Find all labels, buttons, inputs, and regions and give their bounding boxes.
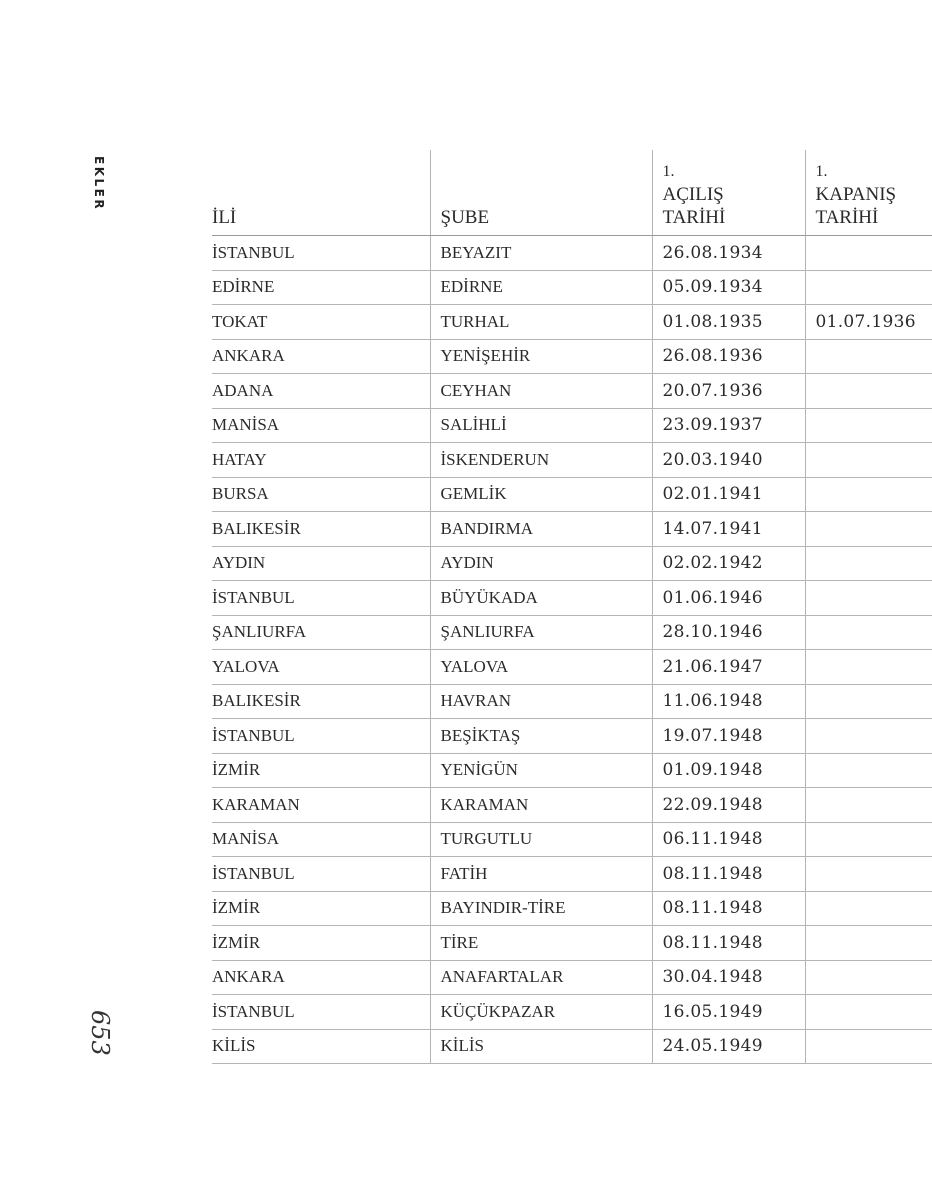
table-row xyxy=(212,408,932,443)
cell-sube: BAYINDIR-TİRE xyxy=(430,891,652,926)
cell-acilis-tarihi: 28.10.1946 xyxy=(652,615,805,650)
cell-acilis-tarihi: 01.06.1946 xyxy=(652,581,805,616)
cell-kapanis-tarihi xyxy=(805,857,932,892)
cell-acilis-tarihi: 06.11.1948 xyxy=(652,822,805,857)
cell-kapanis-tarihi xyxy=(805,615,932,650)
table-row xyxy=(212,270,932,305)
cell-il: BURSA xyxy=(212,477,430,512)
table-row xyxy=(212,857,932,892)
cell-il: MANİSA xyxy=(212,408,430,443)
cell-acilis-tarihi: 11.06.1948 xyxy=(652,684,805,719)
branch-table xyxy=(212,150,932,1064)
cell-kapanis-tarihi xyxy=(805,788,932,823)
cell-kapanis-tarihi xyxy=(805,512,932,547)
cell-sube: FATİH xyxy=(430,857,652,892)
header-kapanis-tarihi: 1. KAPANIŞ TARİHİ xyxy=(805,150,932,236)
table-row xyxy=(212,684,932,719)
table-row xyxy=(212,650,932,685)
cell-sube: KARAMAN xyxy=(430,788,652,823)
table-row xyxy=(212,753,932,788)
cell-sube: İSKENDERUN xyxy=(430,443,652,478)
cell-kapanis-tarihi xyxy=(805,891,932,926)
cell-acilis-tarihi: 22.09.1948 xyxy=(652,788,805,823)
cell-kapanis-tarihi xyxy=(805,477,932,512)
table-row xyxy=(212,719,932,754)
header-il: İLİ xyxy=(212,150,430,236)
cell-sube: CEYHAN xyxy=(430,374,652,409)
table-row xyxy=(212,236,932,271)
cell-kapanis-tarihi xyxy=(805,546,932,581)
table-row xyxy=(212,926,932,961)
cell-acilis-tarihi: 26.08.1934 xyxy=(652,236,805,271)
table-row xyxy=(212,615,932,650)
cell-sube: EDİRNE xyxy=(430,270,652,305)
cell-acilis-tarihi: 20.07.1936 xyxy=(652,374,805,409)
cell-il: İZMİR xyxy=(212,891,430,926)
cell-kapanis-tarihi xyxy=(805,650,932,685)
cell-sube: KÜÇÜKPAZAR xyxy=(430,995,652,1030)
table-body xyxy=(212,236,932,1064)
cell-il: ANKARA xyxy=(212,960,430,995)
cell-il: İSTANBUL xyxy=(212,236,430,271)
cell-kapanis-tarihi: 01.07.1936 xyxy=(805,305,932,340)
cell-il: AYDIN xyxy=(212,546,430,581)
cell-acilis-tarihi: 05.09.1934 xyxy=(652,270,805,305)
cell-kapanis-tarihi xyxy=(805,270,932,305)
cell-il: BALIKESİR xyxy=(212,512,430,547)
cell-il: İZMİR xyxy=(212,753,430,788)
cell-il: İSTANBUL xyxy=(212,857,430,892)
cell-sube: KİLİS xyxy=(430,1029,652,1064)
cell-sube: BEŞİKTAŞ xyxy=(430,719,652,754)
cell-kapanis-tarihi xyxy=(805,408,932,443)
cell-acilis-tarihi: 08.11.1948 xyxy=(652,926,805,961)
cell-il: ADANA xyxy=(212,374,430,409)
cell-sube: BEYAZIT xyxy=(430,236,652,271)
cell-il: EDİRNE xyxy=(212,270,430,305)
cell-kapanis-tarihi xyxy=(805,374,932,409)
section-label: EKLER xyxy=(92,156,106,212)
table-row xyxy=(212,822,932,857)
cell-il: BALIKESİR xyxy=(212,684,430,719)
cell-kapanis-tarihi xyxy=(805,719,932,754)
cell-acilis-tarihi: 26.08.1936 xyxy=(652,339,805,374)
cell-kapanis-tarihi xyxy=(805,1029,932,1064)
cell-kapanis-tarihi xyxy=(805,339,932,374)
cell-sube: HAVRAN xyxy=(430,684,652,719)
page-number: 653 xyxy=(86,1010,114,1056)
cell-sube: ŞANLIURFA xyxy=(430,615,652,650)
cell-sube: YALOVA xyxy=(430,650,652,685)
cell-sube: TİRE xyxy=(430,926,652,961)
cell-il: TOKAT xyxy=(212,305,430,340)
table-row xyxy=(212,305,932,340)
header-sube: ŞUBE xyxy=(430,150,652,236)
cell-kapanis-tarihi xyxy=(805,236,932,271)
cell-il: MANİSA xyxy=(212,822,430,857)
cell-acilis-tarihi: 08.11.1948 xyxy=(652,857,805,892)
cell-sube: BÜYÜKADA xyxy=(430,581,652,616)
cell-acilis-tarihi: 16.05.1949 xyxy=(652,995,805,1030)
table-row xyxy=(212,581,932,616)
cell-kapanis-tarihi xyxy=(805,822,932,857)
cell-il: KİLİS xyxy=(212,1029,430,1064)
cell-acilis-tarihi: 01.08.1935 xyxy=(652,305,805,340)
cell-acilis-tarihi: 30.04.1948 xyxy=(652,960,805,995)
table-row xyxy=(212,512,932,547)
cell-il: ŞANLIURFA xyxy=(212,615,430,650)
table-row xyxy=(212,339,932,374)
table-row xyxy=(212,788,932,823)
cell-kapanis-tarihi xyxy=(805,995,932,1030)
table-row xyxy=(212,1029,932,1064)
table-header-row xyxy=(212,150,932,236)
cell-sube: BANDIRMA xyxy=(430,512,652,547)
cell-sube: TURHAL xyxy=(430,305,652,340)
table-row xyxy=(212,443,932,478)
cell-il: HATAY xyxy=(212,443,430,478)
cell-il: İSTANBUL xyxy=(212,995,430,1030)
table-row xyxy=(212,960,932,995)
table-row xyxy=(212,891,932,926)
branch-table-container xyxy=(212,150,916,1057)
cell-sube: TURGUTLU xyxy=(430,822,652,857)
cell-acilis-tarihi: 14.07.1941 xyxy=(652,512,805,547)
cell-acilis-tarihi: 21.06.1947 xyxy=(652,650,805,685)
cell-kapanis-tarihi xyxy=(805,960,932,995)
cell-acilis-tarihi: 24.05.1949 xyxy=(652,1029,805,1064)
cell-sube: ANAFARTALAR xyxy=(430,960,652,995)
cell-il: YALOVA xyxy=(212,650,430,685)
table-row xyxy=(212,477,932,512)
table-row xyxy=(212,995,932,1030)
cell-sube: YENİŞEHİR xyxy=(430,339,652,374)
cell-il: İSTANBUL xyxy=(212,581,430,616)
cell-acilis-tarihi: 01.09.1948 xyxy=(652,753,805,788)
cell-kapanis-tarihi xyxy=(805,926,932,961)
cell-il: KARAMAN xyxy=(212,788,430,823)
cell-acilis-tarihi: 02.02.1942 xyxy=(652,546,805,581)
cell-acilis-tarihi: 23.09.1937 xyxy=(652,408,805,443)
cell-kapanis-tarihi xyxy=(805,753,932,788)
cell-acilis-tarihi: 19.07.1948 xyxy=(652,719,805,754)
cell-kapanis-tarihi xyxy=(805,684,932,719)
cell-acilis-tarihi: 20.03.1940 xyxy=(652,443,805,478)
cell-il: İSTANBUL xyxy=(212,719,430,754)
cell-sube: SALİHLİ xyxy=(430,408,652,443)
cell-il: ANKARA xyxy=(212,339,430,374)
table-row xyxy=(212,546,932,581)
table-row xyxy=(212,374,932,409)
cell-sube: AYDIN xyxy=(430,546,652,581)
cell-acilis-tarihi: 02.01.1941 xyxy=(652,477,805,512)
cell-il: İZMİR xyxy=(212,926,430,961)
cell-sube: GEMLİK xyxy=(430,477,652,512)
cell-kapanis-tarihi xyxy=(805,443,932,478)
header-acilis-tarihi: 1. AÇILIŞ TARİHİ xyxy=(652,150,805,236)
cell-sube: YENİGÜN xyxy=(430,753,652,788)
cell-kapanis-tarihi xyxy=(805,581,932,616)
cell-acilis-tarihi: 08.11.1948 xyxy=(652,891,805,926)
